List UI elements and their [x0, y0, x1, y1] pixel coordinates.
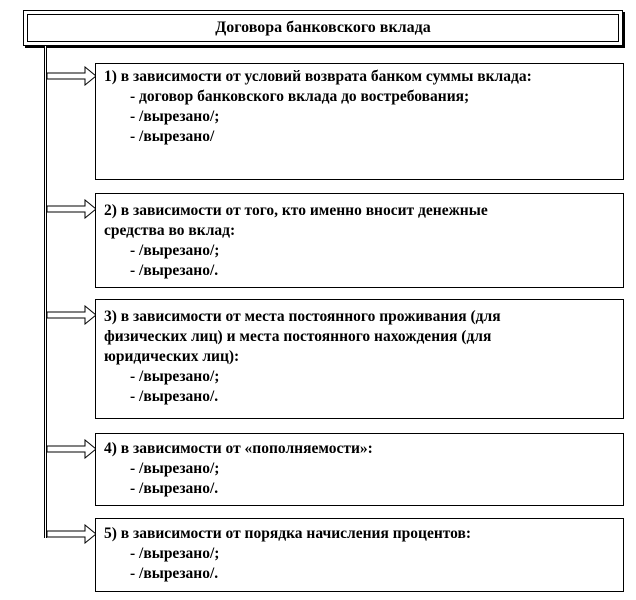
category-box-1	[95, 63, 624, 180]
arrow-icon	[47, 66, 97, 86]
list-item: - /вырезано/;	[130, 545, 220, 562]
list-item: - /вырезано/;	[130, 368, 220, 385]
box-heading: 1) в зависимости от условий возврата банком суммы вклада:	[104, 68, 532, 85]
arrow-icon	[47, 524, 97, 544]
connector-spine	[44, 46, 47, 538]
list-item: - /вырезано/;	[130, 108, 220, 125]
arrow-icon	[47, 199, 97, 219]
list-item: - /вырезано/.	[130, 388, 219, 405]
list-item: - /вырезано/.	[130, 480, 219, 497]
list-item: - /вырезано/;	[130, 242, 220, 259]
box-heading: средства во вклад:	[104, 222, 236, 239]
arrow-icon	[47, 305, 97, 325]
arrow-icon	[47, 439, 97, 459]
category-box-4	[95, 433, 624, 506]
box-heading: физических лиц) и места постоянного нахождения (для	[104, 328, 492, 345]
list-item: - /вырезано/;	[130, 460, 220, 477]
box-heading: 5) в зависимости от порядка начисления процентов:	[104, 525, 472, 542]
category-box-3	[95, 299, 624, 419]
box-heading: 4) в зависимости от «пополняемости»:	[104, 440, 373, 457]
box-heading: 2) в зависимости от того, кто именно вносит денежные	[104, 202, 488, 219]
category-box-5	[95, 518, 624, 592]
list-item: - /вырезано/	[130, 128, 215, 145]
box-heading: 3) в зависимости от места постоянного проживания (для	[104, 308, 501, 325]
list-item: - /вырезано/.	[130, 262, 219, 279]
diagram-title: Договора банковского вклада	[215, 19, 431, 36]
category-box-2	[95, 193, 624, 288]
list-item: - /вырезано/.	[130, 565, 219, 582]
box-heading: юридических лиц):	[104, 348, 240, 365]
list-item: - договор банковского вклада до востребования;	[130, 88, 470, 105]
diagram-title-box	[23, 10, 623, 46]
